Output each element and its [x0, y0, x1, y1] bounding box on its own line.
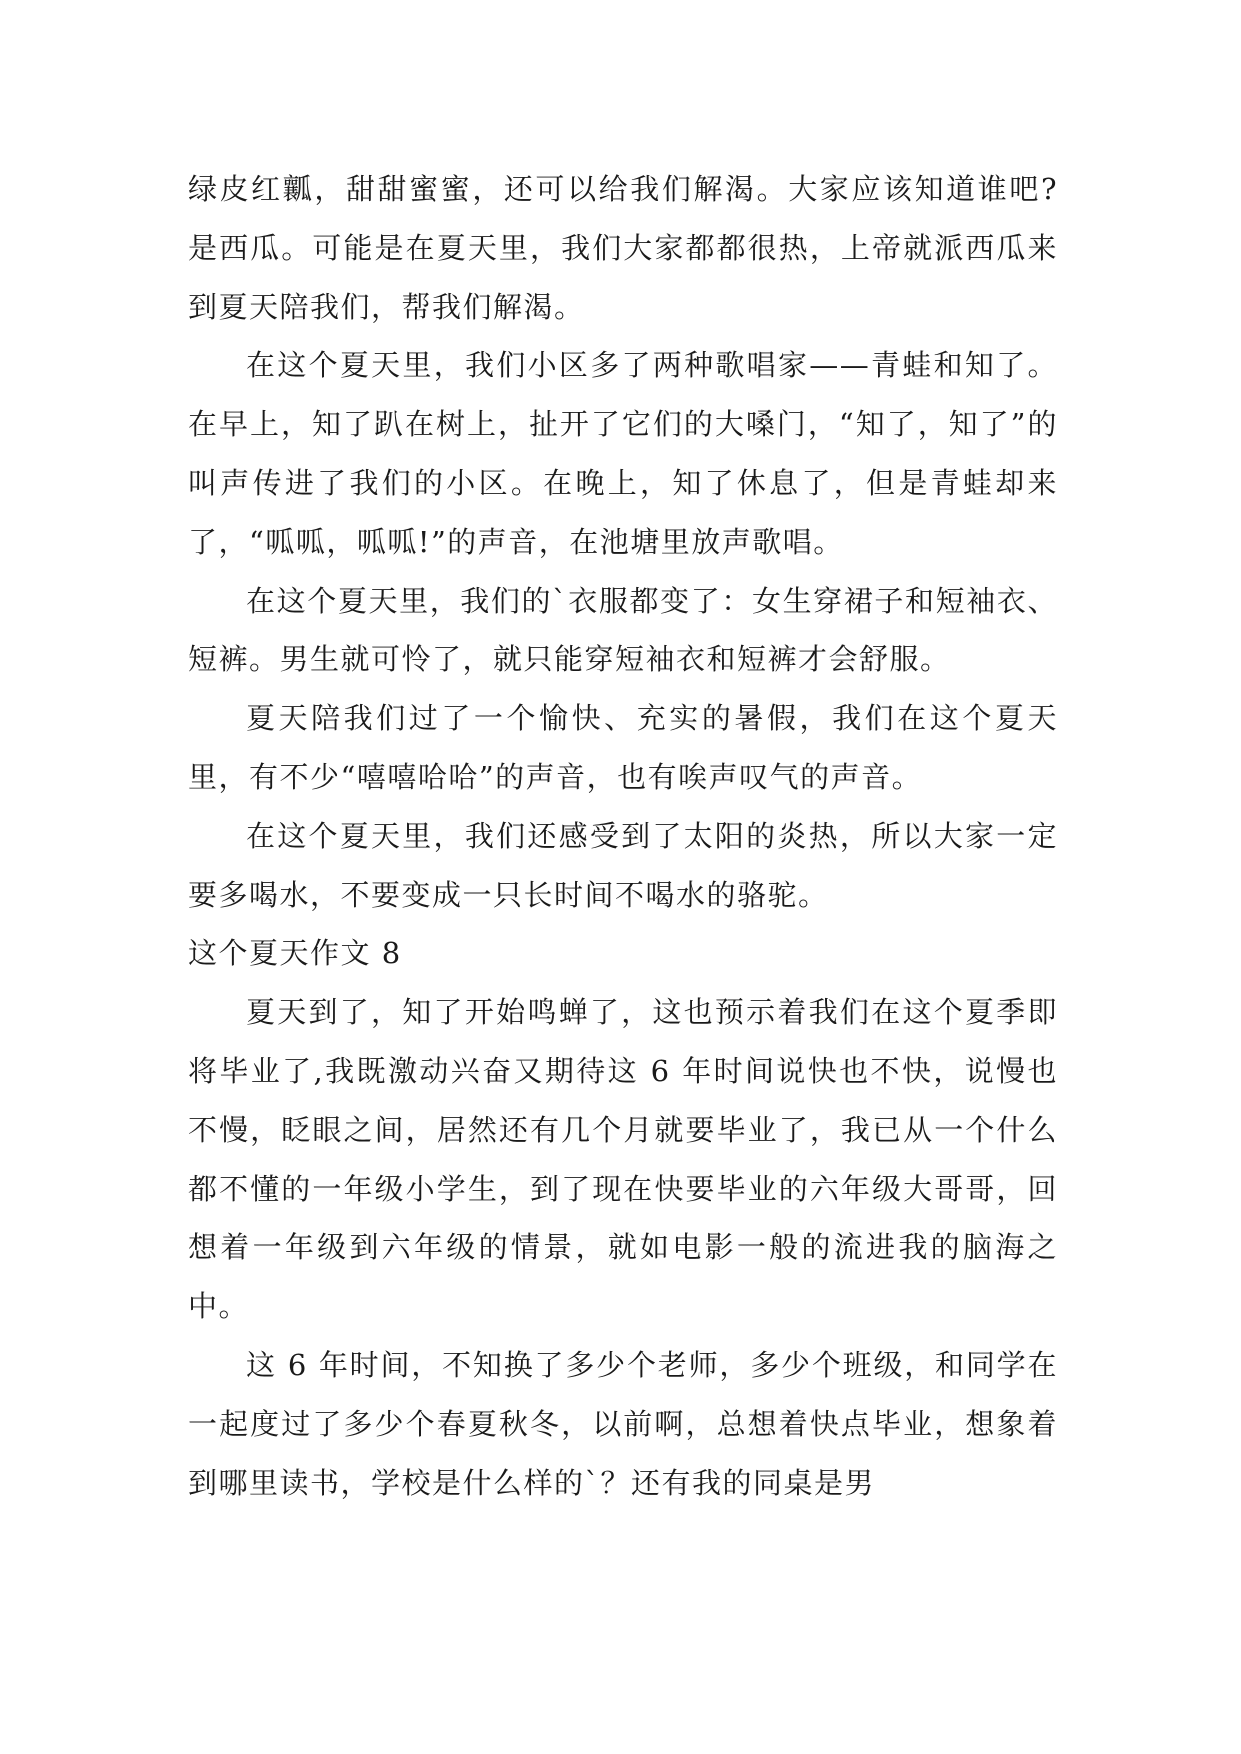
essay-heading: 这个夏天作文 8 [188, 936, 402, 971]
paragraph-3: 在这个夏天里，我们的`衣服都变了：女生穿裙子和短袖衣、短裤。男生就可怜了，就只能穿短袖衣和短裤才会舒服。 [188, 583, 1058, 677]
document-page [188, 160, 1058, 1512]
paragraph-6: 夏天到了，知了开始鸣蝉了，这也预示着我们在这个夏季即将毕业了,我既激动兴奋又期待这 6 年时间说快也不快，说慢也不慢，眨眼之间，居然还有几个月就要毕业了，我已从一个什么都不懂的一年级小学生，到了现在快要毕业的六年级大哥哥，回想着一年级到六年级的情景，就如电影一般的流进我的脑海之中。 [188, 995, 1058, 1324]
paragraph-7: 这 6 年时间，不知换了多少个老师，多少个班级，和同学在一起度过了多少个春夏秋冬，以前啊，总想着快点毕业，想象着到哪里读书，学校是什么样的`？还有我的同桌是男 [188, 1347, 1058, 1500]
paragraph-2: 在这个夏天里，我们小区多了两种歌唱家——青蛙和知了。在早上，知了趴在树上，扯开了它们的大嗓门，“知了，知了”的叫声传进了我们的小区。在晚上，知了休息了，但是青蛙却来了，“呱呱，呱呱!”的声音，在池塘里放声歌唱。 [188, 348, 1058, 559]
paragraph-1: 绿皮红瓤，甜甜蜜蜜，还可以给我们解渴。大家应该知道谁吧?是西瓜。可能是在夏天里，我们大家都都很热，上帝就派西瓜来到夏天陪我们，帮我们解渴。 [188, 172, 1058, 324]
paragraph-5: 在这个夏天里，我们还感受到了太阳的炎热，所以大家一定要多喝水，不要变成一只长时间不喝水的骆驼。 [188, 818, 1058, 912]
paragraph-4: 夏天陪我们过了一个愉快、充实的暑假，我们在这个夏天里，有不少“嘻嘻哈哈”的声音，也有唉声叹气的声音。 [188, 701, 1058, 794]
